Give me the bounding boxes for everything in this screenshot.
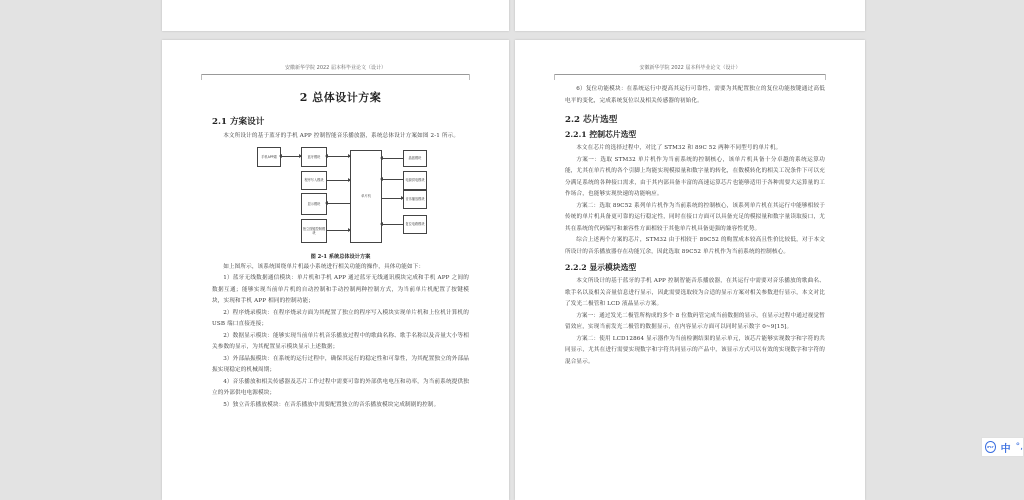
running-header: 安徽新华学院 2022 届本科毕业论文（设计）	[639, 65, 741, 71]
paragraph: 本文所设计的基于蓝牙的手机 APP 控制智能音乐播放器，在其运行中需要对音乐播放的歌曲名、歌手名以及相关音量信息进行显示，因此需要选取较为合适的显示方案对相关参数进行显示，本文对比了发光二极管和 LCD 液晶显示方案。	[565, 278, 825, 307]
block-display: 显示模块	[301, 193, 327, 215]
previous-page-right	[515, 0, 865, 31]
arrow-reset-mcu	[381, 224, 403, 225]
arrow-app-bluetooth	[280, 156, 301, 157]
paragraph: 2）程序烧录模块：在程序烧录方面为其配置了独立的程序写入模块实现单片机和上位机计算机的 USB 端口直接连接；	[212, 309, 469, 327]
arrow-crystal-mcu	[381, 158, 403, 159]
block-program-download: 程序写入模块	[301, 171, 327, 190]
block-power: 电源供电模块	[403, 171, 427, 190]
system-block-diagram	[257, 147, 457, 250]
subsection-heading: 2.2.1 控制芯片选型	[565, 130, 637, 139]
arrow-download-mcu	[326, 180, 350, 181]
paragraph: 3）外部晶振模块：在系统的运行过程中，确保其运行的稳定性和可靠性，为其配置独立的外部晶振实现稳定的机械周期；	[212, 355, 469, 373]
block-mcu: 单片机	[350, 150, 382, 243]
previous-page-left	[162, 0, 509, 31]
arrow-mcu-display	[326, 203, 350, 204]
figure-caption: 图 2-1 系统总体设计方案	[310, 253, 371, 260]
block-music-play: 音乐播放模块	[403, 190, 427, 209]
page-content	[212, 86, 469, 411]
paragraph: 方案二：选取 89C52 系列单片机作为当前系统的控制核心，该系列单片机在其运行中能够相较于传统的单片机具备更可靠的运行稳定性，同时在接口方面可以具备充足的模拟量和数字量读取接口，尤其在系统的代码编写和兼容性方面相较于其他单片机具备更强的兼容性优势。	[565, 202, 825, 232]
arrow-bluetooth-mcu	[326, 156, 350, 157]
paragraph: 综合上述两个方案的芯片，STM32 由于相较于 89C52 的购置成本较高且性价比较低，对于本文所设计的音乐播放器存在功能冗余，因此选取 89C52 单片机作为当前系统的控制核心。	[565, 237, 825, 255]
paragraph: 方案一：选取 STM32 单片机作为当前系统的控制核心，该单片机具备十分卓越的系统运算功能，尤其在单片机的各个引脚上均能实现模拟量和数字量的转化，在数模转化的相关工况条件下可以充分满足系统的各种接口需求，由于其内部具备丰富的高速运算芯片也能够适用于各种需要大运算量的工作场合，也能够实现快速的功能响应。	[565, 156, 825, 197]
paragraph: 5）独立音乐播放模块：在音乐播放中需要配置独立的音乐播放模块完成制剧的控制。	[223, 401, 440, 408]
page-content	[565, 84, 825, 368]
paragraph: 方案二：使用 LCD12864 显示器作为当前检测结果的显示单元，该芯片能够实现数字和字符的共同显示，尤其在进行需要实现数字和字符共同显示的产品中，该显示方式可以有效的实现数字和字符的混合显示。	[565, 335, 825, 365]
paragraph: 方案一：通过发光二极管所构成的多个 8 位数码管完成当前数据的显示，在显示过程中通过视觉暂留效应，实现当前发光二极管的数据显示，在内容显示方面可以同时显示数字 0~9[15]。	[565, 312, 825, 330]
block-crystal: 晶振模块	[403, 150, 427, 167]
ime-mode-toggle[interactable]: 中	[1000, 443, 1011, 455]
document-page-right	[515, 40, 865, 500]
block-phone-app: 手机APP端	[257, 147, 281, 167]
paragraph: 本文所设计的基于蓝牙的手机 APP 控制智能音乐播放器，系统总体设计方案如图 2-1 所示。	[223, 133, 460, 139]
paragraph: 4）音乐播放和相关传感器及芯片工作过程中需要可靠的外部供电电压和功率，为当前系统提供独立的外部供电电源模块；	[212, 378, 469, 396]
paragraph: 6）复位功能模块：在系统运行中提高其运行可靠性，需要为其配置独立的复位功能按键通过高低电平的变化，完成系统复位以及相关传感器的初始化。	[565, 86, 825, 104]
header-rule	[202, 74, 469, 75]
section-heading: 2.1 方案设计	[212, 117, 265, 127]
section-heading: 2.2 芯片选型	[565, 115, 618, 125]
header-rule	[555, 74, 825, 75]
arrow-power-mcu	[381, 179, 403, 180]
ime-toolbar[interactable]	[981, 437, 1024, 457]
paragraph: 如上图所示，该系统围绕单片机最小系统进行相关功能的操作，具体功能如下：	[223, 263, 425, 270]
block-reset: 复位电路模块	[403, 215, 427, 234]
arrow-mcu-music	[381, 198, 403, 199]
chapter-title: 2 总体设计方案	[299, 91, 382, 104]
subsection-heading: 2.2.2 显示模块选型	[565, 263, 637, 272]
ime-punctuation-toggle[interactable]: °,	[1015, 442, 1023, 452]
ime-logo-icon[interactable]: iFLY	[985, 441, 996, 453]
paragraph: 1）蓝牙无线数据通信模块：单片机和手机 APP 通过蓝牙无线通讯模块完成和手机 APP 之间的数据互通；能够实现当前单片机的自动控制和手动控制两种控制方式，为当前单片机配置了按键模块，实现和手机 APP 相同的控制功能；	[212, 275, 469, 304]
paragraph: 本文在芯片的选择过程中，对比了 STM32 和 89C 52 两种不同型号的单片机。	[576, 145, 782, 151]
arrow-keys-mcu	[326, 230, 350, 231]
block-bluetooth: 蓝牙模块	[301, 147, 327, 167]
block-independent-keys: 独立按键控制模块	[301, 219, 327, 243]
paragraph: 2）数据显示模块：能够实现当前单片机音乐播放过程中的歌曲名称、歌手名称以及音量大小等相关参数的显示，为其配置显示模块显示上述数据；	[212, 332, 469, 350]
document-page-left	[162, 40, 509, 500]
running-header: 安徽新华学院 2022 届本科毕业论文（设计）	[285, 65, 386, 71]
